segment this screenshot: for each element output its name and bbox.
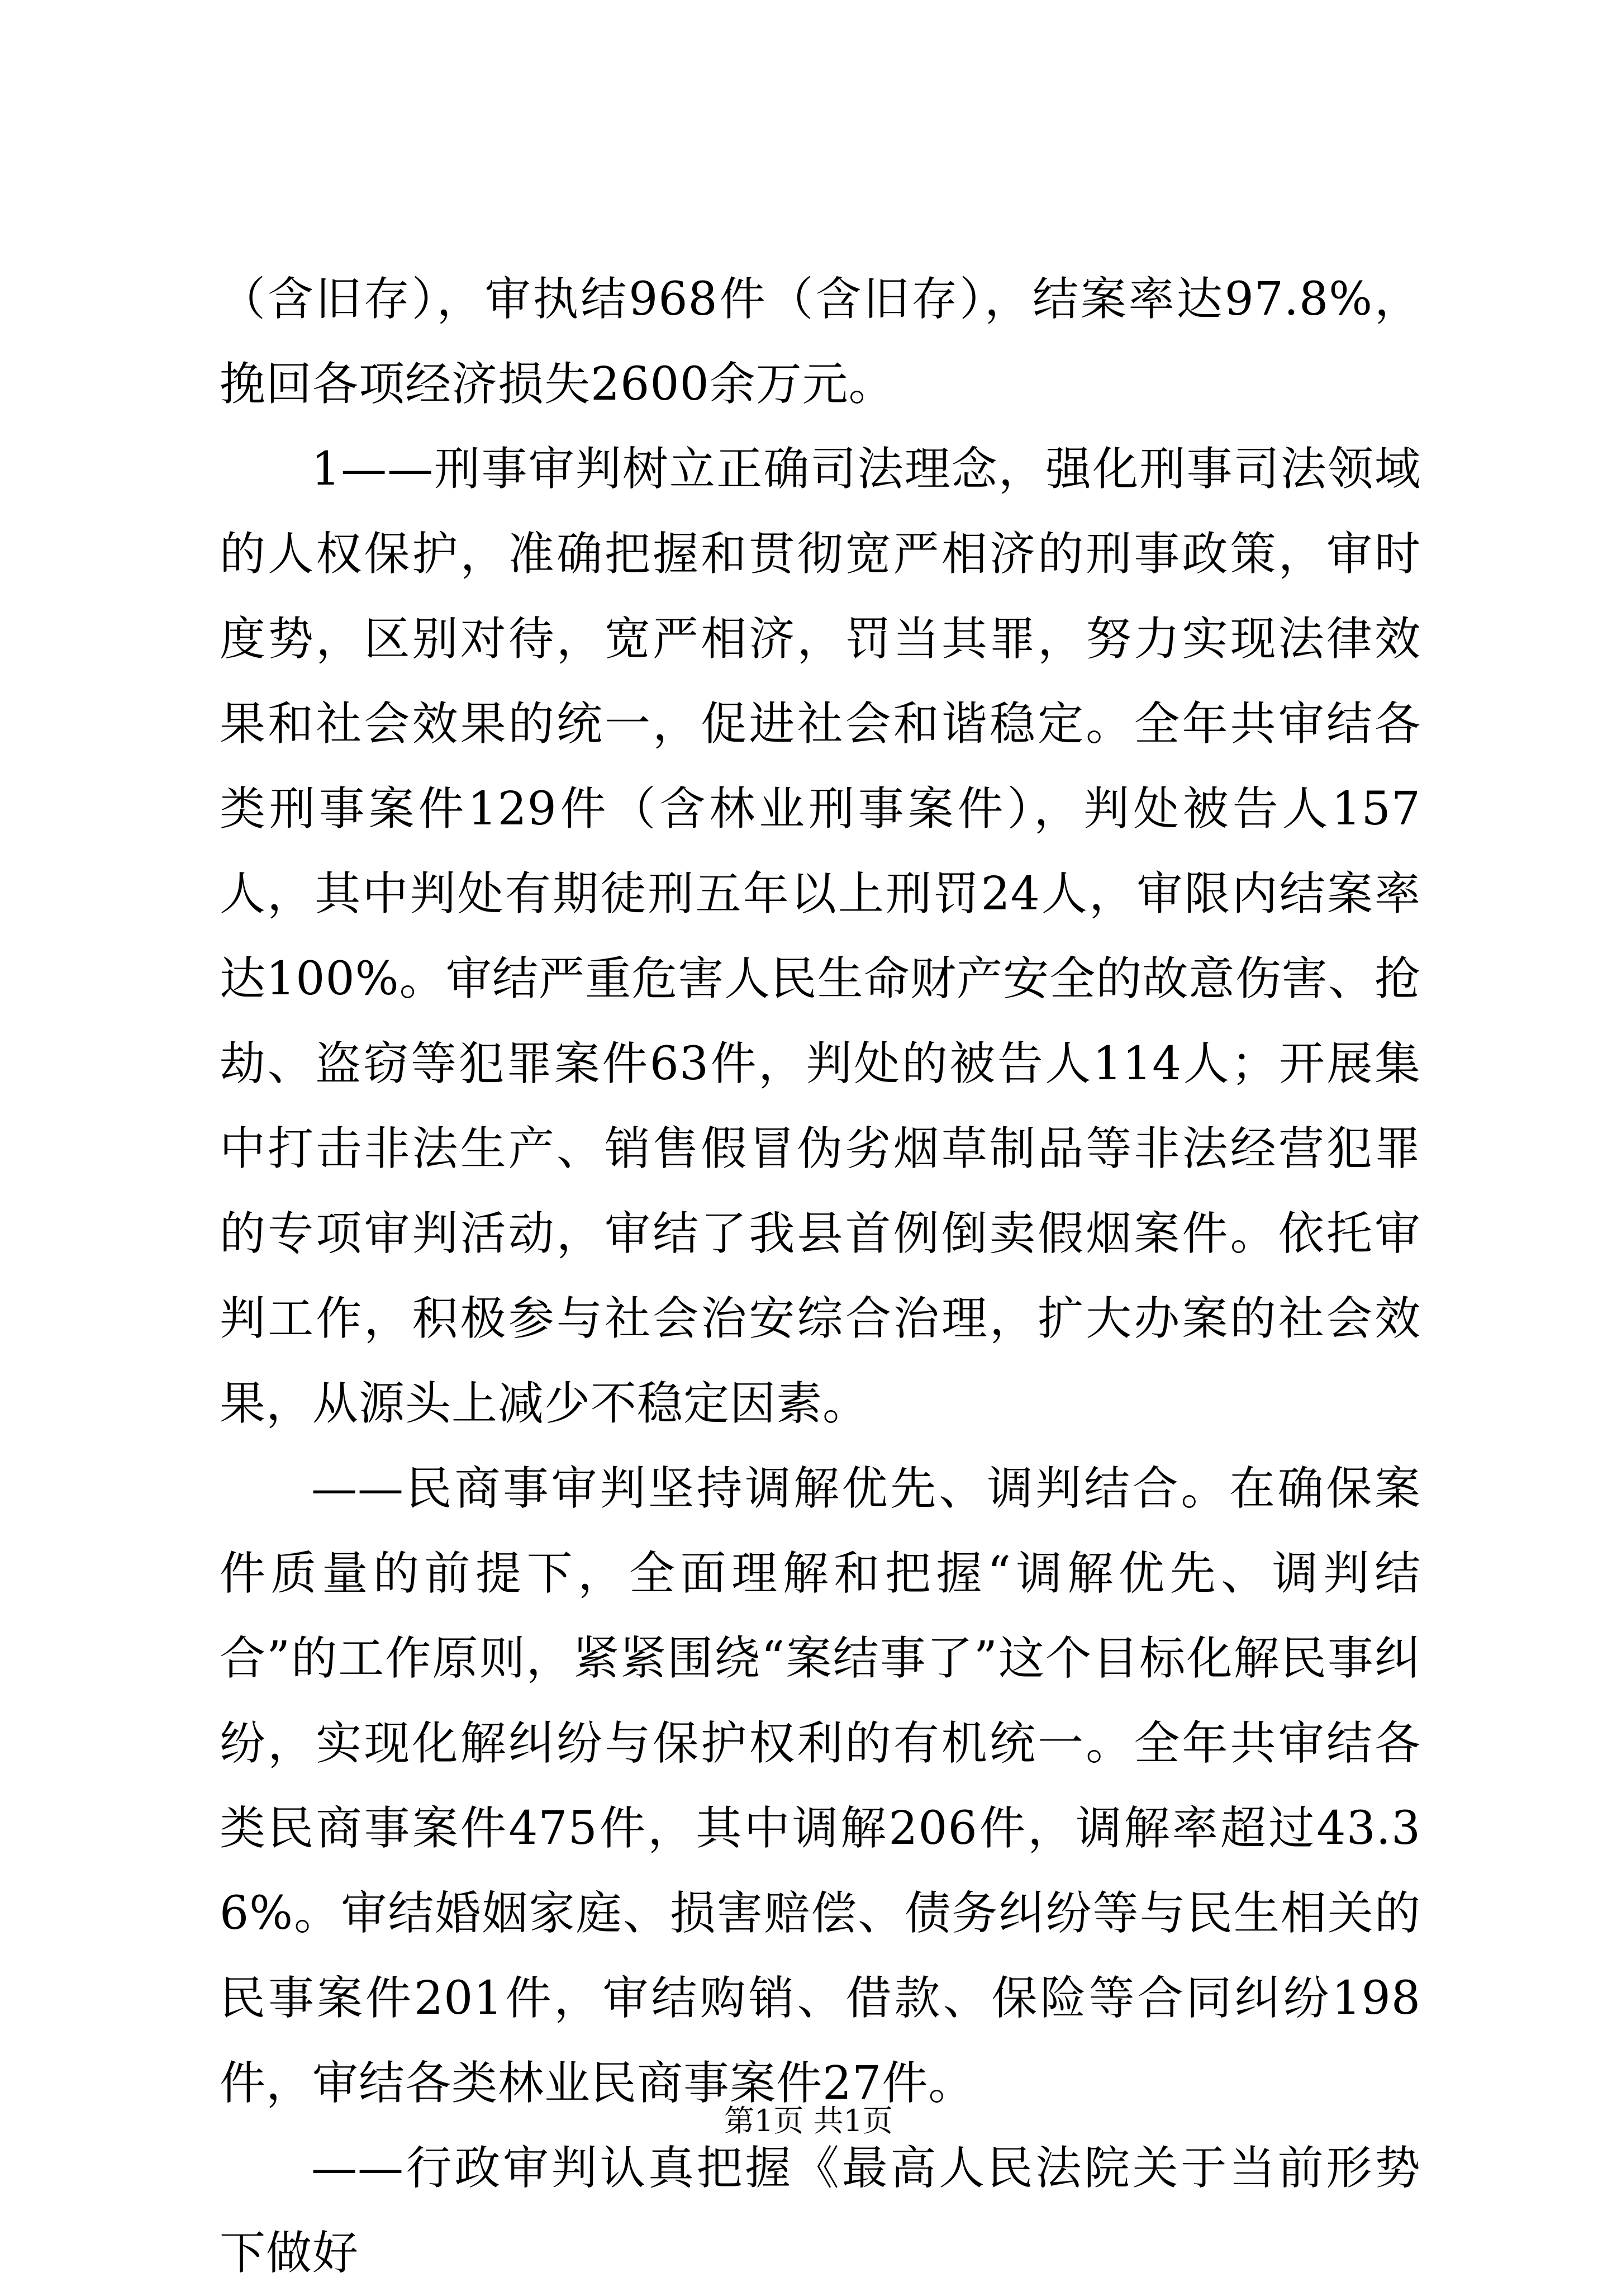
document-body	[220, 257, 1421, 2296]
paragraph-administrative-trial: ——行政审判认真把握《最高人民法院关于当前形势下做好	[220, 2142, 1421, 2280]
page-number-footer: 第1页 共1页	[724, 2103, 893, 2138]
paragraph-continuation: （含旧存），审执结968件（含旧存），结案率达97.8%，挽回各项经济损失2600余万元。	[220, 273, 1421, 411]
paragraph-criminal-trial: 1——刑事审判树立正确司法理念，强化刑事司法领域的人权保护，准确把握和贯彻宽严相济的刑事政策，审时度势，区别对待，宽严相济，罚当其罪，努力实现法律效果和社会效果的统一，促进社会和谐稳定。全年共审结各类刑事案件129件（含林业刑事案件），判处被告人157人，其中判处有期徒刑五年以上刑罚24人，审限内结案率达100%。审结严重危害人民生命财产安全的故意伤害、抢劫、盗窃等犯罪案件63件，判处的被告人114人；开展集中打击非法生产、销售假冒伪劣烟草制品等非法经营犯罪的专项审判活动，审结了我县首例倒卖假烟案件。依托审判工作，积极参与社会治安综合治理，扩大办案的社会效果，从源头上减少不稳定因素。	[220, 443, 1421, 1430]
paragraph-civil-commercial-trial: ——民商事审判坚持调解优先、调判结合。在确保案件质量的前提下，全面理解和把握“调解优先、调判结合”的工作原则，紧紧围绕“案结事了”这个目标化解民事纠纷，实现化解纠纷与保护权利的有机统一。全年共审结各类民商事案件475件，其中调解206件，调解率超过43.36%。审结婚姻家庭、损害赔偿、债务纠纷等与民生相关的民事案件201件，审结购销、借款、保险等合同纠纷198件，审结各类林业民商事案件27件。	[220, 1462, 1421, 2110]
